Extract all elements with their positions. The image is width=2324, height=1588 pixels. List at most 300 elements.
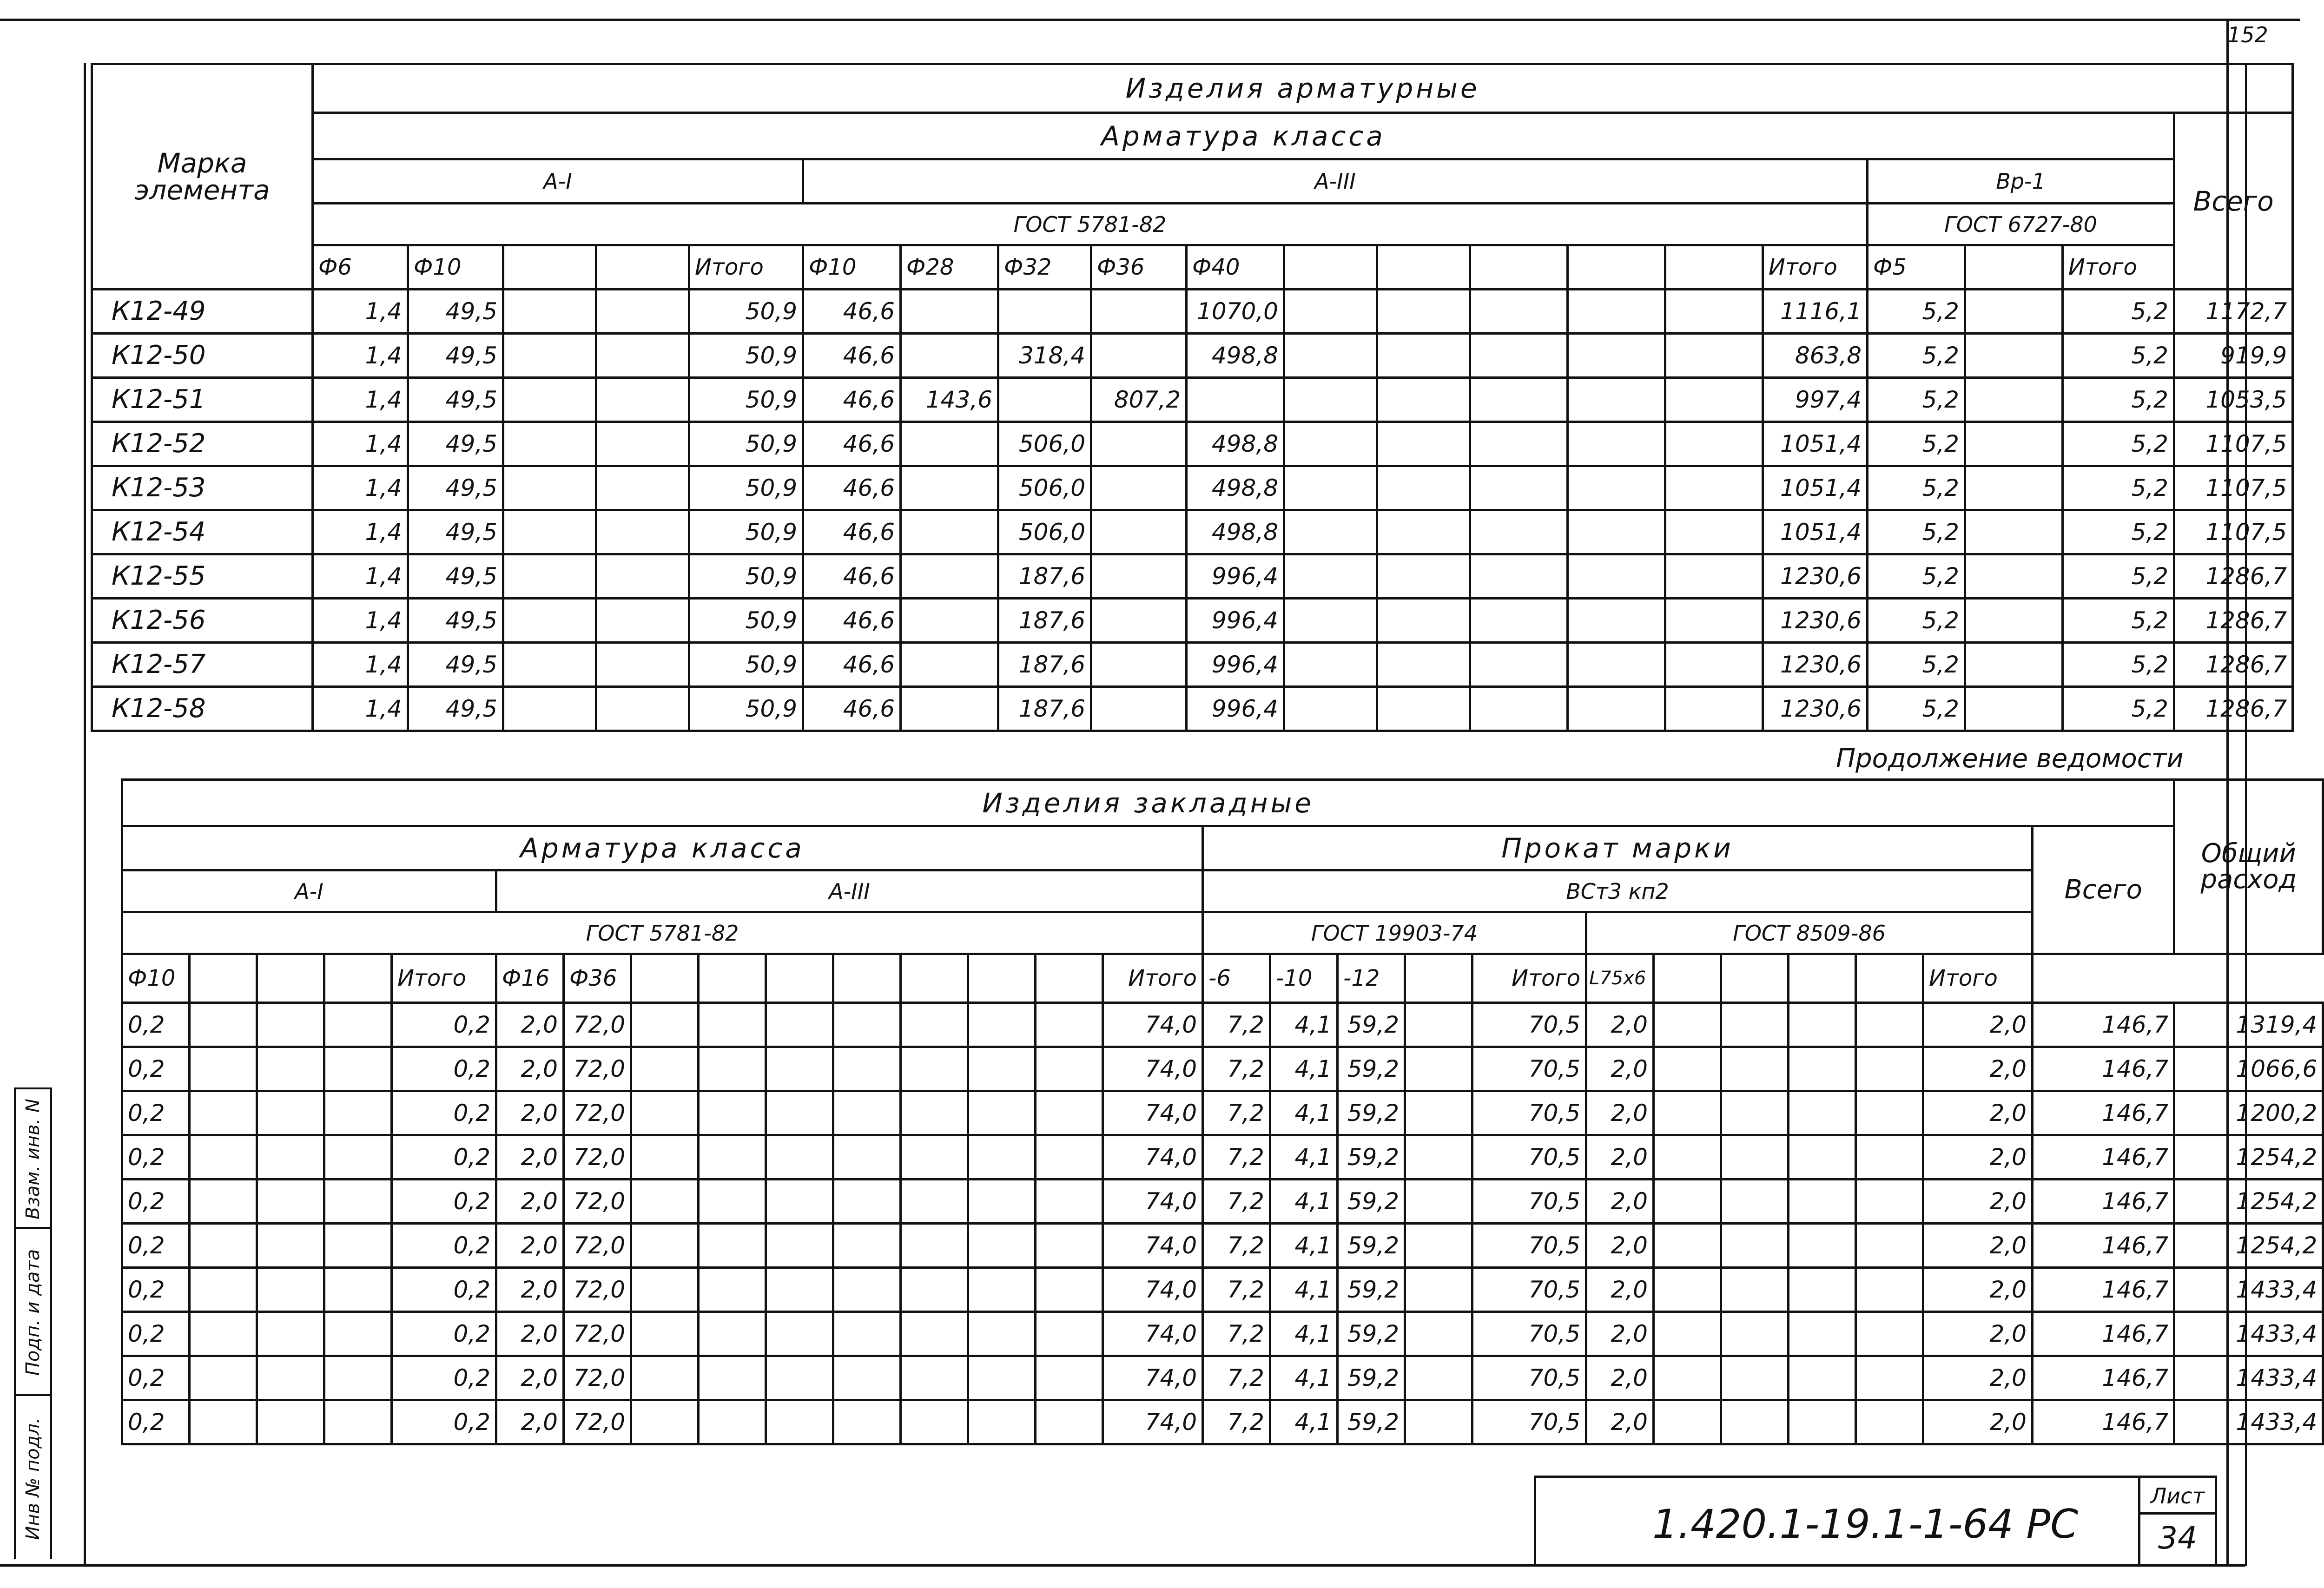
table-cell (190, 1268, 257, 1312)
table-cell: 5,2 (2063, 378, 2174, 422)
row-total: 1286,7 (2174, 643, 2293, 687)
table-cell: 50,9 (689, 378, 803, 422)
table-cell (1470, 510, 1568, 554)
element-mark: К12-57 (92, 643, 313, 687)
table-cell (503, 422, 596, 466)
table-cell (1789, 1179, 1856, 1224)
table-cell: 59,2 (1338, 1312, 1405, 1356)
table-cell: 318,4 (998, 334, 1091, 378)
table-cell: 4,1 (1270, 1003, 1338, 1047)
column-header: -12 (1338, 954, 1405, 1003)
table-cell (190, 1003, 257, 1047)
class-a1-header: А-I (313, 159, 803, 204)
column-header: Ф28 (901, 245, 998, 290)
column-header: Ф10 (408, 245, 503, 290)
table-cell (1284, 510, 1377, 554)
table-cell: 50,9 (689, 422, 803, 466)
column-header: Итого (392, 954, 496, 1003)
table-cell: 5,2 (1868, 643, 1965, 687)
table-cell (1721, 1047, 1789, 1091)
table-cell (631, 1135, 699, 1179)
table-cell: 50,9 (689, 510, 803, 554)
column-header: Итого (1763, 245, 1868, 290)
table-cell (257, 1312, 324, 1356)
table-cell: 7,2 (1203, 1224, 1270, 1268)
table-cell (1377, 378, 1470, 422)
table-cell (1789, 1135, 1856, 1179)
column-header (190, 954, 257, 1003)
column-header (1470, 245, 1568, 290)
table-cell (968, 1312, 1036, 1356)
table-cell: 59,2 (1338, 1224, 1405, 1268)
column-header: Итого (1103, 954, 1203, 1003)
overall-consumption: 1066,6 (2174, 1047, 2323, 1091)
table-cell (833, 1312, 901, 1356)
table-cell: 997,4 (1763, 378, 1868, 422)
table-cell (1377, 466, 1470, 510)
column-header (1721, 954, 1789, 1003)
table-cell: 50,9 (689, 687, 803, 731)
table-cell: 5,2 (2063, 554, 2174, 599)
column-header (833, 954, 901, 1003)
table-cell (1405, 1003, 1472, 1047)
table-cell: 0,2 (392, 1268, 496, 1312)
table-cell: 72,0 (564, 1179, 631, 1224)
stamp-cell-signature (14, 1227, 52, 1396)
table-cell (1405, 1047, 1472, 1091)
table-cell (631, 1312, 699, 1356)
table-cell: 70,5 (1472, 1268, 1586, 1312)
table-cell (1965, 643, 2063, 687)
document-code: 1.420.1-19.1-1-64 РС (1652, 1501, 2079, 1548)
table-cell: 46,6 (803, 290, 901, 334)
table-cell (833, 1135, 901, 1179)
table-cell (1377, 643, 1470, 687)
table-cell: 2,0 (1586, 1047, 1654, 1091)
table-cell (1470, 643, 1568, 687)
table-cell (901, 1356, 968, 1400)
table-cell (1568, 378, 1665, 422)
table-cell: 4,1 (1270, 1224, 1338, 1268)
table-cell: 0,2 (392, 1135, 496, 1179)
table-cell: 1,4 (313, 554, 408, 599)
table-cell: 2,0 (496, 1224, 564, 1268)
table-cell: 996,4 (1187, 687, 1284, 731)
table-cell: 2,0 (496, 1356, 564, 1400)
row-total: 146,7 (2033, 1400, 2174, 1444)
table-cell (1470, 554, 1568, 599)
table-cell (766, 1179, 833, 1224)
table-cell (1856, 1091, 1923, 1135)
stamp-label: Взам. инв. N (22, 1099, 44, 1219)
table-cell (1284, 687, 1377, 731)
table-cell (324, 1356, 392, 1400)
table-cell: 2,0 (1586, 1135, 1654, 1179)
table-cell (1405, 1400, 1472, 1444)
table-cell (699, 1312, 766, 1356)
table-cell: 0,2 (122, 1135, 190, 1179)
table-cell: 2,0 (1586, 1091, 1654, 1135)
table-cell (1789, 1003, 1856, 1047)
table-row (122, 1047, 2323, 1091)
table-cell (1091, 466, 1187, 510)
column-header: Ф6 (313, 245, 408, 290)
rebar-class-header: Арматура класса (313, 113, 2174, 159)
table-cell (968, 1356, 1036, 1400)
table-row (92, 510, 2293, 554)
table-cell (257, 1356, 324, 1400)
table-row (92, 378, 2293, 422)
table-cell: 996,4 (1187, 599, 1284, 643)
table-cell: 5,2 (1868, 290, 1965, 334)
table-cell (1405, 1091, 1472, 1135)
table-cell (1470, 422, 1568, 466)
column-header (1654, 954, 1721, 1003)
table-cell (901, 1224, 968, 1268)
table-cell: 2,0 (1923, 1003, 2033, 1047)
table-cell (631, 1224, 699, 1268)
table-cell: 74,0 (1103, 1135, 1203, 1179)
table-cell (503, 643, 596, 687)
table-row (92, 334, 2293, 378)
table-cell (257, 1268, 324, 1312)
table-cell (257, 1047, 324, 1091)
table-cell: 0,2 (122, 1091, 190, 1135)
embedded-products-rows (122, 1003, 2323, 1444)
table-cell (1284, 378, 1377, 422)
table-row (122, 1400, 2323, 1444)
overall-consumption: 1433,4 (2174, 1400, 2323, 1444)
table-cell (1568, 599, 1665, 643)
row-total: 1107,5 (2174, 466, 2293, 510)
table-cell (190, 1047, 257, 1091)
table-cell (1036, 1091, 1103, 1135)
gost-header: ГОСТ 5781-82 (122, 912, 1203, 954)
table-cell: 4,1 (1270, 1356, 1338, 1400)
table-cell: 5,2 (2063, 422, 2174, 466)
table-cell (1568, 466, 1665, 510)
table-cell (998, 290, 1091, 334)
table-cell: 5,2 (2063, 510, 2174, 554)
table-cell (1284, 554, 1377, 599)
table-cell: 74,0 (1103, 1003, 1203, 1047)
table-cell: 59,2 (1338, 1091, 1405, 1135)
table-cell: 49,5 (408, 422, 503, 466)
table-cell (1856, 1400, 1923, 1444)
table-cell: 0,2 (122, 1003, 190, 1047)
table-cell (968, 1003, 1036, 1047)
table-cell: 2,0 (1586, 1312, 1654, 1356)
table-cell: 1230,6 (1763, 599, 1868, 643)
table-cell: 74,0 (1103, 1047, 1203, 1091)
element-mark: К12-50 (92, 334, 313, 378)
sheet-box (2138, 1478, 2215, 1566)
table-cell: 0,2 (122, 1312, 190, 1356)
row-total: 1172,7 (2174, 290, 2293, 334)
table-cell (631, 1047, 699, 1091)
table-cell (766, 1135, 833, 1179)
column-header (1405, 954, 1472, 1003)
table-cell (968, 1400, 1036, 1444)
table-cell (596, 599, 689, 643)
table-cell: 7,2 (1203, 1268, 1270, 1312)
column-header (631, 954, 699, 1003)
column-header: Итого (1923, 954, 2033, 1003)
table-cell (1965, 687, 2063, 731)
table-cell (1036, 1179, 1103, 1224)
overall-consumption: 1433,4 (2174, 1268, 2323, 1312)
column-header (596, 245, 689, 290)
table-cell: 46,6 (803, 687, 901, 731)
table-cell (1284, 290, 1377, 334)
table-cell (1036, 1135, 1103, 1179)
table-cell: 187,6 (998, 599, 1091, 643)
table-cell: 70,5 (1472, 1135, 1586, 1179)
table-cell (1856, 1224, 1923, 1268)
column-header (1665, 245, 1763, 290)
table-cell (596, 334, 689, 378)
table-row (92, 599, 2293, 643)
table-cell: 4,1 (1270, 1400, 1338, 1444)
table-cell (1789, 1224, 1856, 1268)
table-cell: 2,0 (496, 1091, 564, 1135)
table-cell (1036, 1400, 1103, 1444)
table-cell (631, 1179, 699, 1224)
table-cell (833, 1356, 901, 1400)
rebar-products-title: Изделия арматурные (313, 64, 2293, 113)
column-header (1965, 245, 2063, 290)
table-cell: 59,2 (1338, 1356, 1405, 1400)
column-header (766, 954, 833, 1003)
element-mark: К12-49 (92, 290, 313, 334)
table-cell: 49,5 (408, 643, 503, 687)
table-cell (901, 1091, 968, 1135)
table-cell: 5,2 (1868, 378, 1965, 422)
table-cell: 5,2 (1868, 510, 1965, 554)
table-cell: 72,0 (564, 1312, 631, 1356)
table-cell (901, 1003, 968, 1047)
table-cell: 59,2 (1338, 1047, 1405, 1091)
table-cell: 506,0 (998, 510, 1091, 554)
table-cell (257, 1224, 324, 1268)
row-total: 1286,7 (2174, 687, 2293, 731)
table-cell: 46,6 (803, 599, 901, 643)
table-cell: 59,2 (1338, 1268, 1405, 1312)
table-cell (1036, 1312, 1103, 1356)
table-cell (833, 1268, 901, 1312)
embedded-products-table (121, 778, 2324, 1445)
column-header: -10 (1270, 954, 1338, 1003)
row-total: 146,7 (2033, 1047, 2174, 1091)
table-cell (1665, 466, 1763, 510)
mark-header: Марка элемента (92, 64, 313, 290)
table-cell: 1070,0 (1187, 290, 1284, 334)
table-cell (1965, 378, 2063, 422)
table-cell: 5,2 (2063, 687, 2174, 731)
table-cell: 498,8 (1187, 334, 1284, 378)
table-row (122, 1091, 2323, 1135)
table-cell (190, 1224, 257, 1268)
table-cell (833, 1179, 901, 1224)
table-cell (901, 422, 998, 466)
table-cell (503, 554, 596, 599)
class-a1-header: А-I (122, 870, 496, 912)
table-cell: 59,2 (1338, 1179, 1405, 1224)
table-cell (190, 1135, 257, 1179)
table-cell: 70,5 (1472, 1356, 1586, 1400)
table-cell (1665, 643, 1763, 687)
table-cell (833, 1091, 901, 1135)
table-cell: 2,0 (1586, 1179, 1654, 1224)
table-cell: 4,1 (1270, 1135, 1338, 1179)
table-cell (1568, 422, 1665, 466)
side-stamp (14, 1087, 52, 1559)
row-total: 146,7 (2033, 1356, 2174, 1400)
rolled-steel-header: Прокат марки (1203, 826, 2033, 870)
table-cell (503, 290, 596, 334)
table-cell: 2,0 (1923, 1224, 2033, 1268)
table-cell (901, 643, 998, 687)
table-cell (1470, 687, 1568, 731)
table-cell (1654, 1003, 1721, 1047)
table-cell (1965, 422, 2063, 466)
table-cell: 1,4 (313, 643, 408, 687)
table-row (92, 643, 2293, 687)
table-cell (324, 1224, 392, 1268)
row-total: 1107,5 (2174, 422, 2293, 466)
table-cell (1965, 510, 2063, 554)
table-cell: 2,0 (496, 1047, 564, 1091)
table-cell: 46,6 (803, 643, 901, 687)
table-cell: 2,0 (496, 1400, 564, 1444)
table-cell: 0,2 (392, 1091, 496, 1135)
element-mark: К12-53 (92, 466, 313, 510)
sheet-number: 34 (2158, 1520, 2197, 1556)
table-cell: 2,0 (1923, 1179, 2033, 1224)
table-cell: 50,9 (689, 643, 803, 687)
table-cell (1377, 510, 1470, 554)
table-cell: 46,6 (803, 422, 901, 466)
table-cell (699, 1135, 766, 1179)
table-cell (1965, 290, 2063, 334)
table-cell (1654, 1091, 1721, 1135)
table-cell (766, 1400, 833, 1444)
table-cell: 5,2 (1868, 422, 1965, 466)
column-header (968, 954, 1036, 1003)
column-header: Итого (2063, 245, 2174, 290)
table-cell: 1,4 (313, 599, 408, 643)
table-cell: 5,2 (1868, 599, 1965, 643)
table-cell (1856, 1312, 1923, 1356)
table-cell (1377, 687, 1470, 731)
overall-consumption: 1433,4 (2174, 1356, 2323, 1400)
table-cell (901, 687, 998, 731)
table-cell: 1230,6 (1763, 554, 1868, 599)
table-cell (1036, 1224, 1103, 1268)
table-cell: 7,2 (1203, 1135, 1270, 1179)
table-cell: 74,0 (1103, 1091, 1203, 1135)
table-cell: 0,2 (392, 1400, 496, 1444)
table-cell: 1,4 (313, 378, 408, 422)
table-cell (1965, 334, 2063, 378)
table-cell (1665, 334, 1763, 378)
table-cell (631, 1268, 699, 1312)
row-total: 1286,7 (2174, 599, 2293, 643)
table-cell (1091, 290, 1187, 334)
stamp-label: Подп. и дата (22, 1249, 44, 1376)
overall-consumption: 1433,4 (2174, 1312, 2323, 1356)
table-cell (699, 1356, 766, 1400)
table-cell: 49,5 (408, 510, 503, 554)
table-cell: 5,2 (1868, 554, 1965, 599)
table-cell: 72,0 (564, 1047, 631, 1091)
table-cell (699, 1179, 766, 1224)
table-cell (1568, 554, 1665, 599)
row-total: 146,7 (2033, 1224, 2174, 1268)
table-cell (1036, 1047, 1103, 1091)
table-cell: 2,0 (496, 1135, 564, 1179)
table-cell (1665, 290, 1763, 334)
table-cell: 506,0 (998, 466, 1091, 510)
table-cell (901, 554, 998, 599)
table-cell (1568, 687, 1665, 731)
table-cell: 187,6 (998, 554, 1091, 599)
table-cell: 143,6 (901, 378, 998, 422)
column-header: Ф36 (564, 954, 631, 1003)
table-cell (998, 378, 1091, 422)
table-cell: 49,5 (408, 378, 503, 422)
column-header: Ф40 (1187, 245, 1284, 290)
table-cell: 1230,6 (1763, 643, 1868, 687)
class-a3-header: А-III (803, 159, 1868, 204)
table-cell: 2,0 (1586, 1400, 1654, 1444)
table-cell (901, 1135, 968, 1179)
column-header (1789, 954, 1856, 1003)
table-cell (324, 1312, 392, 1356)
table-cell (1654, 1047, 1721, 1091)
table-cell: 7,2 (1203, 1312, 1270, 1356)
table-cell (1377, 554, 1470, 599)
gost-header: ГОСТ 19903-74 (1203, 912, 1586, 954)
stamp-cell-inventory (14, 1394, 52, 1561)
table-cell: 70,5 (1472, 1091, 1586, 1135)
column-header: Ф10 (122, 954, 190, 1003)
column-header (257, 954, 324, 1003)
table-cell: 2,0 (1586, 1356, 1654, 1400)
table-cell: 74,0 (1103, 1400, 1203, 1444)
table-cell (766, 1003, 833, 1047)
table-cell (833, 1400, 901, 1444)
table-cell: 2,0 (1923, 1047, 2033, 1091)
table-cell (901, 334, 998, 378)
table-cell: 187,6 (998, 687, 1091, 731)
table-cell (631, 1356, 699, 1400)
table-cell: 49,5 (408, 554, 503, 599)
column-header: Ф10 (803, 245, 901, 290)
table-cell (968, 1179, 1036, 1224)
table-row (122, 1003, 2323, 1047)
table-cell: 2,0 (496, 1003, 564, 1047)
table-cell: 74,0 (1103, 1268, 1203, 1312)
table-cell (503, 378, 596, 422)
table-cell: 46,6 (803, 466, 901, 510)
table-cell: 70,5 (1472, 1179, 1586, 1224)
table-cell (324, 1091, 392, 1135)
table-cell (1470, 466, 1568, 510)
table-cell: 49,5 (408, 466, 503, 510)
table-cell: 4,1 (1270, 1047, 1338, 1091)
stamp-label: Инв № подл. (22, 1417, 44, 1540)
